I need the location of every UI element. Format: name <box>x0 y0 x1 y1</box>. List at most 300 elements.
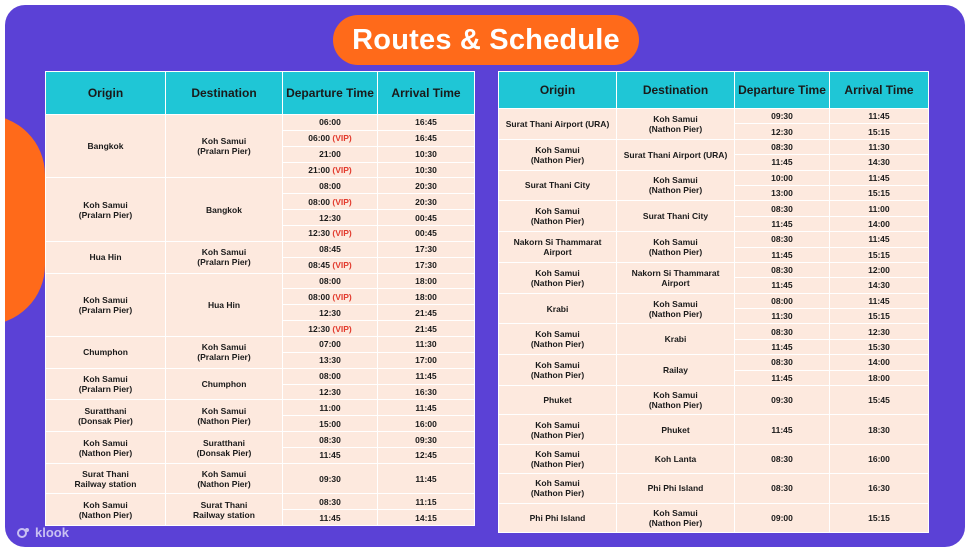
destination-cell <box>166 241 283 273</box>
place-text: Railay <box>662 365 689 376</box>
departure-cell <box>283 257 378 273</box>
vip-badge: (VIP) <box>332 291 352 302</box>
place-text: Koh Samui <box>535 478 580 489</box>
place-text: Koh Samui <box>83 199 128 210</box>
table-row <box>46 463 475 493</box>
table-row <box>46 400 475 416</box>
vip-badge: (VIP) <box>332 133 352 144</box>
departure-time: 11:45 <box>771 424 793 435</box>
place-text: Chumphon <box>83 347 128 358</box>
place-text: (Nathon Pier) <box>648 308 703 319</box>
place-text: Railway station <box>74 478 137 489</box>
arrival-cell: 14:30 <box>830 155 929 170</box>
departure-time: 08:45 <box>319 244 341 255</box>
destination-cell <box>166 178 283 241</box>
departure-cell <box>283 368 378 384</box>
departure-time: 08:30 <box>771 453 793 464</box>
place-text: Phi Phi Island <box>647 483 704 494</box>
arrival-cell: 15:15 <box>830 503 929 532</box>
arrival-cell: 12:00 <box>830 262 929 277</box>
place-text: Koh Samui <box>535 329 580 340</box>
departure-time: 08:30 <box>319 434 341 445</box>
arrival-cell: 20:30 <box>378 178 475 194</box>
departure-time: 21:00 <box>319 149 341 160</box>
place-text: Phi Phi Island <box>529 512 586 523</box>
departure-time: 11:45 <box>319 450 341 461</box>
place-text: Railway station <box>193 509 255 520</box>
departure-cell <box>283 352 378 368</box>
arrival-cell: 15:15 <box>830 124 929 139</box>
destination-cell <box>617 232 735 263</box>
departure-time: 11:00 <box>319 402 341 413</box>
departure-cell <box>735 232 830 247</box>
departure-time: 08:30 <box>319 496 341 507</box>
origin-cell <box>46 337 166 369</box>
place-text: Koh Samui <box>201 468 247 479</box>
origin-cell <box>46 368 166 400</box>
destination-cell <box>617 415 735 444</box>
origin-header: Origin <box>46 72 166 115</box>
decorative-shape <box>5 115 45 325</box>
arrival-cell: 12:30 <box>830 324 929 339</box>
vip-badge: (VIP) <box>332 323 352 334</box>
table-row <box>46 494 475 510</box>
departure-cell <box>735 355 830 370</box>
place-text: (Nathon Pier) <box>530 339 585 350</box>
departure-cell <box>735 474 830 503</box>
table-row <box>499 139 929 154</box>
arrival-cell: 10:30 <box>378 146 475 162</box>
table-row <box>499 293 929 308</box>
departure-time: 06:00 <box>308 133 330 144</box>
origin-header: Origin <box>499 72 617 109</box>
place-text: (Nathon Pier) <box>530 216 585 227</box>
place-text: Suratthani <box>84 405 127 416</box>
origin-cell <box>499 444 617 473</box>
departure-time: 08:30 <box>771 141 793 152</box>
place-text: (Nathon Pier) <box>530 429 585 440</box>
arrival-cell: 11:00 <box>830 201 929 216</box>
departure-time: 11:45 <box>771 372 793 383</box>
arrival-cell: 16:30 <box>830 474 929 503</box>
arrival-cell: 12:45 <box>378 448 475 464</box>
arrival-cell: 15:15 <box>830 247 929 262</box>
departure-time: 13:00 <box>771 188 793 199</box>
departure-cell <box>283 241 378 257</box>
departure-time: 08:00 <box>308 291 330 302</box>
vip-badge: (VIP) <box>332 165 352 175</box>
table-row <box>499 201 929 216</box>
place-text: Bangkok <box>206 204 242 215</box>
departure-time: 13:30 <box>319 355 341 366</box>
arrival-cell: 16:30 <box>378 384 475 400</box>
destination-cell <box>166 368 283 400</box>
departure-cell <box>283 194 378 210</box>
departure-time: 08:30 <box>771 326 793 337</box>
page-title: Routes & Schedule <box>333 15 639 65</box>
table-row <box>499 444 929 473</box>
arrival-cell: 09:30 <box>378 432 475 448</box>
arrival-cell: 14:00 <box>830 216 929 231</box>
place-text: Krabi <box>546 303 569 314</box>
departure-cell <box>735 170 830 185</box>
place-text: (Nathon Pier) <box>530 488 585 499</box>
place-text: (Nathon Pier) <box>197 415 251 426</box>
arrival-cell: 11:45 <box>378 463 475 493</box>
table-row <box>499 503 929 532</box>
place-text: (Nathon Pier) <box>78 447 133 458</box>
origin-cell <box>46 432 166 464</box>
departure-cell <box>735 278 830 293</box>
place-text: Koh Lanta <box>654 453 697 464</box>
departure-cell <box>735 139 830 154</box>
departure-cell <box>735 262 830 277</box>
departure-cell <box>735 109 830 124</box>
place-text: Krabi <box>664 334 687 345</box>
departure-time: 12:30 <box>771 126 793 137</box>
arrival-cell: 15:15 <box>830 185 929 200</box>
table-row <box>46 368 475 384</box>
place-text: Koh Samui <box>535 267 580 278</box>
brand-name: klook <box>35 525 69 540</box>
arrival-cell: 15:45 <box>830 386 929 415</box>
destination-header: Destination <box>166 72 283 115</box>
table-row <box>46 241 475 257</box>
departure-cell <box>283 494 378 510</box>
departure-time: 12:30 <box>308 228 330 239</box>
departure-time: 08:30 <box>771 234 793 245</box>
destination-cell <box>166 400 283 432</box>
departure-cell <box>283 384 378 400</box>
departure-cell <box>283 510 378 526</box>
origin-cell <box>499 355 617 386</box>
left-schedule-table <box>45 71 475 526</box>
departure-cell <box>735 386 830 415</box>
departure-cell <box>283 178 378 194</box>
place-text: Nakorn Si Thammarat Airport <box>513 237 602 258</box>
departure-time: 11:45 <box>771 249 793 260</box>
place-text: (Nathon Pier) <box>530 370 585 381</box>
departure-time: 08:00 <box>771 295 793 306</box>
place-text: Koh Samui <box>535 448 580 459</box>
departure-cell <box>735 370 830 385</box>
place-text: (Nathon Pier) <box>530 277 585 288</box>
origin-cell <box>46 178 166 241</box>
departure-cell <box>735 415 830 444</box>
destination-cell <box>617 293 735 324</box>
place-text: (Pralarn Pier) <box>197 352 251 363</box>
place-text: Koh Samui <box>653 113 698 124</box>
place-text: Hua Hin <box>207 299 241 310</box>
place-text: Koh Samui <box>83 499 128 510</box>
place-text: (Nathon Pier) <box>530 154 585 165</box>
departure-cell <box>735 201 830 216</box>
departure-time: 21:00 <box>308 165 330 175</box>
arrival-cell: 15:30 <box>830 339 929 354</box>
arrival-cell: 11:30 <box>378 337 475 353</box>
arrival-cell: 16:00 <box>378 416 475 432</box>
place-text: Koh Samui <box>653 237 698 248</box>
arrival-cell: 17:30 <box>378 257 475 273</box>
place-text: (Pralarn Pier) <box>197 257 251 268</box>
origin-cell <box>499 386 617 415</box>
departure-time: 08:00 <box>319 371 341 382</box>
departure-cell <box>283 321 378 337</box>
departure-time: 10:00 <box>771 172 793 183</box>
place-text: Koh Samui <box>201 247 247 258</box>
place-text: Koh Samui <box>653 175 698 186</box>
place-text: Surat Thani <box>82 468 129 479</box>
origin-cell <box>499 293 617 324</box>
departure-cell <box>283 115 378 131</box>
departure-cell <box>283 162 378 178</box>
place-text: Koh Samui <box>653 507 698 518</box>
right-schedule-table <box>498 71 929 533</box>
arrival-cell: 10:30 <box>378 162 475 178</box>
destination-cell <box>166 432 283 464</box>
origin-cell <box>499 232 617 263</box>
departure-cell <box>283 146 378 162</box>
arrival-cell: 00:45 <box>378 210 475 226</box>
place-text: Phuket <box>661 424 690 435</box>
arrival-cell: 20:30 <box>378 194 475 210</box>
departure-cell <box>283 130 378 146</box>
place-text: Koh Samui <box>201 405 247 416</box>
departure-time: 11:45 <box>771 157 793 168</box>
left-schedule-panel <box>45 71 474 526</box>
place-text: Koh Samui <box>535 360 580 371</box>
arrival-cell: 18:30 <box>830 415 929 444</box>
departure-time: 08:00 <box>319 276 341 287</box>
place-text: Koh Samui <box>201 342 247 353</box>
destination-cell <box>617 503 735 532</box>
departure-cell <box>735 339 830 354</box>
destination-cell <box>166 463 283 493</box>
right-schedule-panel <box>498 71 928 533</box>
arrival-cell: 11:45 <box>830 170 929 185</box>
vip-badge: (VIP) <box>332 260 352 271</box>
place-text: Koh Samui <box>83 294 128 305</box>
place-text: (Pralarn Pier) <box>78 384 133 395</box>
departure-cell <box>735 293 830 308</box>
departure-time: 12:30 <box>319 212 341 223</box>
departure-time: 12:30 <box>319 387 341 398</box>
departure-cell <box>283 463 378 493</box>
place-text: Surat Thani <box>200 499 248 510</box>
place-text: Surat Thani City <box>642 211 709 222</box>
origin-cell <box>499 503 617 532</box>
departure-cell <box>735 503 830 532</box>
table-row <box>499 355 929 370</box>
table-row <box>499 109 929 124</box>
origin-cell <box>499 201 617 232</box>
place-text: Koh Samui <box>535 206 580 217</box>
table-row <box>46 273 475 289</box>
table-row <box>46 115 475 131</box>
departure-cell <box>735 185 830 200</box>
departure-header: Departure Time <box>735 72 830 109</box>
table-row <box>499 324 929 339</box>
arrival-header: Arrival Time <box>830 72 929 109</box>
place-text: (Pralarn Pier) <box>78 304 133 315</box>
destination-cell <box>166 273 283 336</box>
arrival-cell: 16:00 <box>830 444 929 473</box>
vip-badge: (VIP) <box>332 228 352 239</box>
departure-cell <box>283 400 378 416</box>
place-text: (Pralarn Pier) <box>197 146 251 157</box>
departure-cell <box>283 416 378 432</box>
place-text: Koh Samui <box>201 136 247 147</box>
departure-cell <box>735 324 830 339</box>
arrival-cell: 18:00 <box>378 273 475 289</box>
arrival-cell: 16:45 <box>378 130 475 146</box>
place-text: (Nathon Pier) <box>648 517 703 528</box>
place-text: Koh Samui <box>83 437 128 448</box>
departure-time: 12:30 <box>319 307 341 318</box>
arrival-cell: 14:30 <box>830 278 929 293</box>
departure-cell <box>283 210 378 226</box>
departure-time: 08:45 <box>308 260 330 271</box>
destination-cell <box>166 494 283 526</box>
departure-cell <box>735 247 830 262</box>
place-text: Chumphon <box>201 379 247 390</box>
origin-cell <box>46 115 166 178</box>
departure-time: 11:45 <box>771 342 793 353</box>
table-row <box>46 337 475 353</box>
departure-time: 11:45 <box>771 280 793 291</box>
table-row <box>499 386 929 415</box>
origin-cell <box>46 463 166 493</box>
place-text: Hua Hin <box>89 252 122 263</box>
place-text: (Donsak Pier) <box>78 415 133 426</box>
origin-cell <box>499 109 617 140</box>
arrival-cell: 17:30 <box>378 241 475 257</box>
arrival-cell: 11:15 <box>378 494 475 510</box>
destination-cell <box>166 337 283 369</box>
place-text: (Nathon Pier) <box>648 400 703 411</box>
departure-time: 08:30 <box>771 357 793 368</box>
arrival-cell: 21:45 <box>378 305 475 321</box>
arrival-cell: 17:00 <box>378 352 475 368</box>
departure-time: 09:30 <box>319 473 341 484</box>
departure-cell <box>283 448 378 464</box>
arrival-header: Arrival Time <box>378 72 475 115</box>
destination-cell <box>166 115 283 178</box>
place-text: Phuket <box>543 395 572 406</box>
destination-header: Destination <box>617 72 735 109</box>
departure-time: 11:30 <box>771 311 793 322</box>
origin-cell <box>499 415 617 444</box>
departure-time: 09:30 <box>771 111 793 122</box>
arrival-cell: 11:45 <box>830 232 929 247</box>
table-row <box>46 432 475 448</box>
departure-time: 06:00 <box>319 117 341 128</box>
departure-cell <box>283 226 378 242</box>
departure-cell <box>735 444 830 473</box>
place-text: Koh Samui <box>83 374 128 385</box>
place-text: (Nathon Pier) <box>648 247 703 258</box>
place-text: (Nathon Pier) <box>78 509 133 520</box>
place-text: Koh Samui <box>535 419 580 430</box>
destination-cell <box>617 355 735 386</box>
origin-cell <box>499 139 617 170</box>
departure-cell <box>735 309 830 324</box>
destination-cell <box>617 324 735 355</box>
destination-cell <box>617 109 735 140</box>
arrival-cell: 11:45 <box>378 368 475 384</box>
table-row <box>499 415 929 444</box>
departure-time: 11:45 <box>771 218 793 229</box>
arrival-cell: 11:45 <box>830 293 929 308</box>
arrival-cell: 14:15 <box>378 510 475 526</box>
departure-time: 09:30 <box>771 395 793 406</box>
arrival-cell: 15:15 <box>830 309 929 324</box>
table-row <box>499 170 929 185</box>
place-text: (Nathon Pier) <box>530 458 585 469</box>
departure-time: 08:00 <box>319 180 341 191</box>
origin-cell <box>46 241 166 273</box>
table-row <box>499 474 929 503</box>
departure-time: 08:00 <box>308 196 330 207</box>
destination-cell <box>617 474 735 503</box>
departure-time: 07:00 <box>319 339 341 350</box>
departure-cell <box>735 124 830 139</box>
arrival-cell: 11:30 <box>830 139 929 154</box>
place-text: Koh Samui <box>653 390 698 401</box>
place-text: (Donsak Pier) <box>196 447 252 458</box>
origin-cell <box>46 400 166 432</box>
place-text: Nakorn Si Thammarat Airport <box>631 267 720 288</box>
destination-cell <box>617 262 735 293</box>
klook-icon <box>17 526 31 540</box>
origin-cell <box>499 170 617 201</box>
origin-cell <box>499 474 617 503</box>
origin-cell <box>499 262 617 293</box>
destination-cell <box>617 386 735 415</box>
arrival-cell: 16:45 <box>378 115 475 131</box>
destination-cell <box>617 444 735 473</box>
departure-header: Departure Time <box>283 72 378 115</box>
place-text: Surat Thani Airport (URA) <box>623 149 728 160</box>
departure-cell <box>283 305 378 321</box>
departure-cell <box>735 155 830 170</box>
departure-cell <box>283 432 378 448</box>
arrival-cell: 21:45 <box>378 321 475 337</box>
departure-time: 11:45 <box>319 512 341 523</box>
table-row <box>499 262 929 277</box>
departure-time: 09:00 <box>771 512 793 523</box>
place-text: (Pralarn Pier) <box>78 209 133 220</box>
destination-cell <box>617 201 735 232</box>
departure-time: 15:00 <box>319 418 341 429</box>
departure-time: 08:30 <box>771 265 793 276</box>
arrival-cell: 14:00 <box>830 355 929 370</box>
place-text: (Nathon Pier) <box>648 123 703 134</box>
place-text: Bangkok <box>87 141 124 152</box>
place-text: Surat Thani Airport (URA) <box>505 118 610 129</box>
brand-logo <box>17 525 69 540</box>
place-text: Koh Samui <box>653 298 698 309</box>
departure-cell <box>283 337 378 353</box>
arrival-cell: 18:00 <box>378 289 475 305</box>
destination-cell <box>617 139 735 170</box>
vip-badge: (VIP) <box>332 196 352 207</box>
place-text: Koh Samui <box>535 144 580 155</box>
origin-cell <box>46 494 166 526</box>
arrival-cell: 00:45 <box>378 226 475 242</box>
place-text: Surat Thani City <box>524 180 591 191</box>
departure-time: 12:30 <box>308 323 330 334</box>
